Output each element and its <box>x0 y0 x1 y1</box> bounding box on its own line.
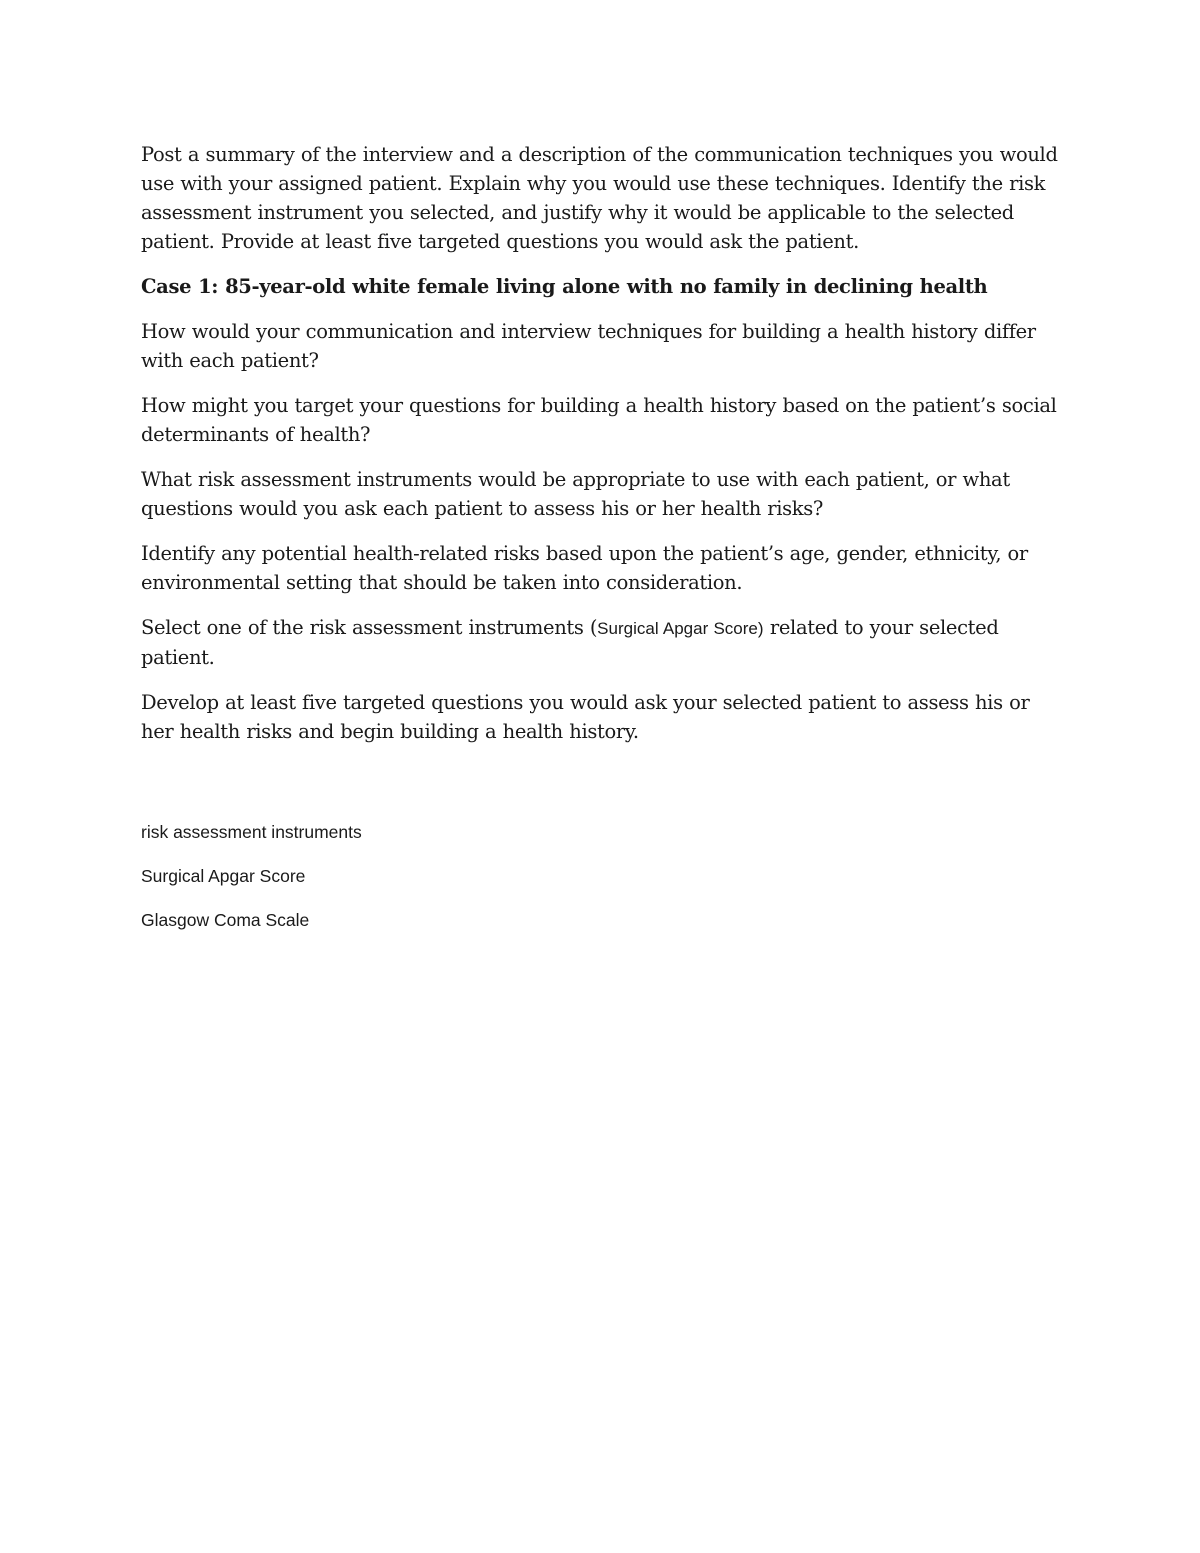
select-instrument-text-after: related to your selected patient. <box>141 616 999 669</box>
notes-item: Glasgow Coma Scale <box>141 910 310 930</box>
notes-item: Surgical Apgar Score <box>141 866 306 886</box>
question-communication-techniques: How would your communication and interview techniques for building a health history differ with each patient? <box>141 320 1036 372</box>
case-heading: Case 1: 85-year-old white female living alone with no family in declining health <box>141 275 988 298</box>
question-risk-instruments: What risk assessment instruments would be appropriate to use with each patient, or what questions would you ask each patient to assess his or her health risks? <box>141 468 1010 520</box>
question-select-instrument <box>141 613 1061 672</box>
question-health-risks: Identify any potential health-related risks based upon the patient’s age, gender, ethnicity, or environmental setting that should be taken into consideration. <box>141 542 1028 594</box>
select-instrument-text-before: Select one of the risk assessment instruments ( <box>141 616 598 639</box>
document-body <box>141 140 1061 952</box>
notes-heading: risk assessment instruments <box>141 822 362 842</box>
selected-instrument-name: Surgical Apgar Score) <box>597 619 764 638</box>
intro-paragraph: Post a summary of the interview and a description of the communication techniques you would use with your assigned patient. Explain why you would use these techniques. Identify the risk assessment instrument you selected, and justify why it would be applicable to the selected patient. Provide at least five targeted questions you would ask the patient. <box>141 143 1058 253</box>
question-targeted-questions: Develop at least five targeted questions you would ask your selected patient to assess his or her health risks and begin building a health history. <box>141 691 1030 743</box>
question-social-determinants: How might you target your questions for building a health history based on the patient’s social determinants of health? <box>141 394 1057 446</box>
spacer <box>141 762 1061 820</box>
